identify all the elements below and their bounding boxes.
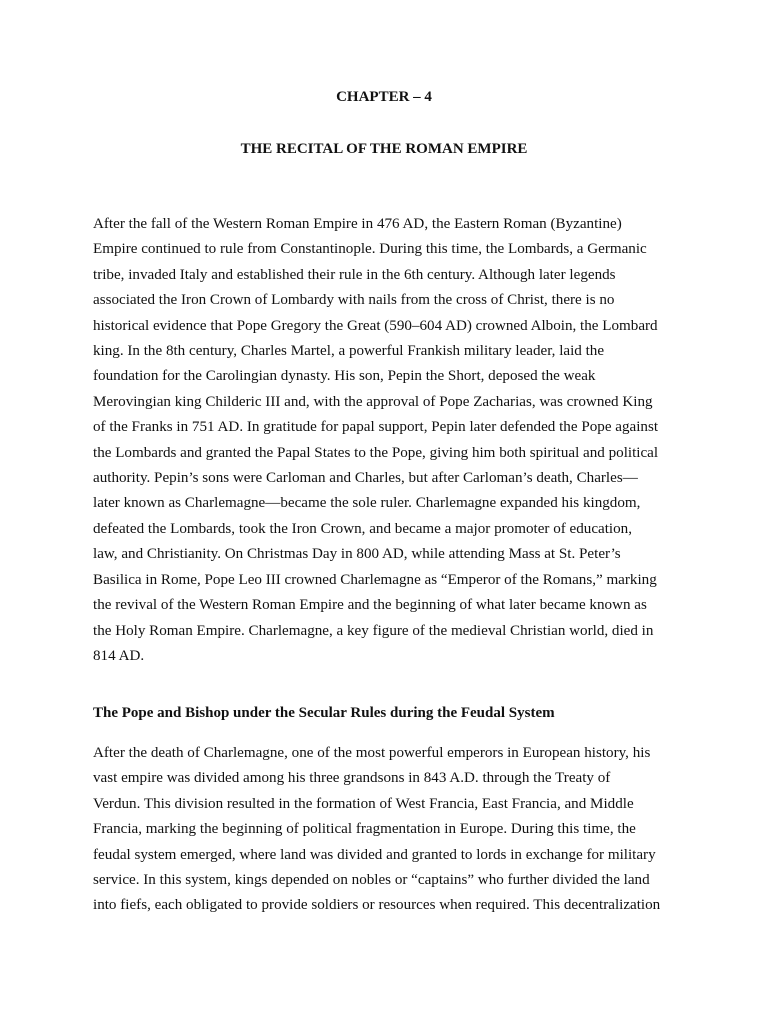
paragraph-line: law, and Christianity. On Christmas Day in 800 AD, while attending Mass at St. Peter’s — [93, 546, 621, 563]
paragraph-line: Verdun. This division resulted in the formation of West Francia, East Francia, and Middle — [93, 795, 634, 812]
paragraph-line: later known as Charlemagne—became the sole ruler. Charlemagne expanded his kingdom, — [93, 495, 641, 512]
paragraph-line: associated the Iron Crown of Lombardy with nails from the cross of Christ, there is no — [93, 292, 615, 309]
paragraph-line: the revival of the Western Roman Empire and the beginning of what later became known as — [93, 597, 647, 614]
paragraph-line: the Lombards and granted the Papal States to the Pope, giving him both spiritual and political — [93, 444, 659, 461]
paragraph-line: foundation for the Carolingian dynasty. His son, Pepin the Short, deposed the weak — [93, 368, 596, 385]
paragraph-line: 814 AD. — [93, 647, 145, 664]
paragraph-line: Francia, marking the beginning of political fragmentation in Europe. During this time, the — [93, 821, 636, 838]
paragraph-line: the Holy Roman Empire. Charlemagne, a key figure of the medieval Christian world, died in — [93, 622, 654, 639]
paragraph-line: tribe, invaded Italy and established their rule in the 6th century. Although later legends — [93, 266, 616, 283]
paragraph-line: Empire continued to rule from Constantinople. During this time, the Lombards, a Germanic — [93, 241, 647, 258]
paragraph-line: historical evidence that Pope Gregory the Great (590–604 AD) crowned Alboin, the Lombard — [93, 317, 658, 334]
paragraph-line: of the Franks in 751 AD. In gratitude for papal support, Pepin later defended the Pope against — [93, 419, 659, 436]
paragraph-line: feudal system emerged, where land was divided and granted to lords in exchange for military — [93, 846, 656, 863]
paragraph-line: vast empire was divided among his three grandsons in 843 A.D. through the Treaty of — [93, 770, 611, 787]
paragraph-1 — [93, 212, 683, 669]
paragraph-line: defeated the Lombards, took the Iron Crown, and became a major promoter of education, — [93, 520, 632, 537]
paragraph-line: After the death of Charlemagne, one of the most powerful emperors in European history, his — [93, 745, 651, 761]
paragraph-line: into fiefs, each obligated to provide soldiers or resources when required. This decentralization — [93, 897, 661, 914]
paragraph-2 — [93, 741, 683, 919]
paragraph-line: authority. Pepin’s sons were Carloman and Charles, but after Carloman’s death, Charles— — [93, 470, 638, 487]
paragraph-line: Basilica in Rome, Pope Leo III crowned Charlemagne as “Emperor of the Romans,” marking — [93, 571, 657, 588]
paragraph-line: After the fall of the Western Roman Empire in 476 AD, the Eastern Roman (Byzantine) — [93, 216, 622, 232]
paragraph-line: service. In this system, kings depended on nobles or “captains” who further divided the land — [93, 872, 650, 889]
paragraph-line: Merovingian king Childeric III and, with the approval of Pope Zacharias, was crowned King — [93, 393, 653, 410]
chapter-title: THE RECITAL OF THE ROMAN EMPIRE — [240, 141, 528, 157]
paragraph-line: king. In the 8th century, Charles Martel, a powerful Frankish military leader, laid the — [93, 343, 605, 360]
section-heading: The Pope and Bishop under the Secular Rules during the Feudal System — [93, 705, 555, 721]
chapter-label: CHAPTER – 4 — [336, 89, 432, 105]
